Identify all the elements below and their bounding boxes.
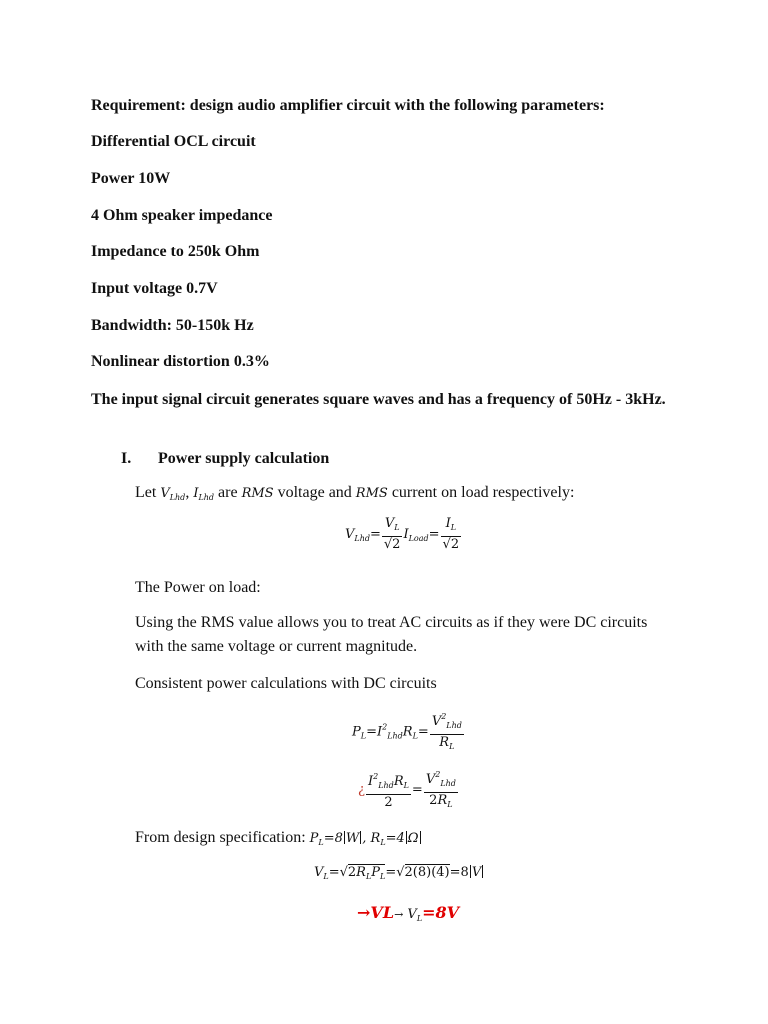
section-heading (121, 450, 329, 468)
requirement-item: Differential OCL circuit (91, 133, 256, 150)
requirement-item: 4 Ohm speaker impedance (91, 207, 273, 224)
section-number: I. (121, 450, 132, 467)
equation-rms-definitions: $V_{Lhd}=$ $\frac{V_L}{√2}$ $I_{Load}=$ $\frac{I_L}{√2}$ (345, 516, 460, 552)
equation-power-half: ¿ $\frac{I^2_{Lhd}R_L}{2}$ = $\frac{V^2_{Lhd}}{2R_L}$ (358, 767, 459, 813)
final-result: $\to VL\to V_L=8V$ (357, 903, 460, 923)
rms-explanation: Using the RMS value allows you to treat AC circuits as if they were DC circuits with the same voltage or current magnitude. (135, 614, 648, 655)
requirement-item: Input voltage 0.7V (91, 280, 218, 297)
requirement-title: Requirement: design audio amplifier circuit with the following parameters: (91, 97, 605, 114)
equation-marker: ¿ (358, 782, 365, 798)
requirement-item: Impedance to 250k Ohm (91, 243, 260, 260)
requirement-item: Bandwidth: 50-150k Hz (91, 317, 254, 334)
equation-vl: $V_L=√2R_LP_L=√2(8)(4)=8$ V (314, 865, 482, 881)
requirement-item: Nonlinear distortion 0.3% (91, 353, 270, 370)
section-title: Power supply calculation (158, 450, 330, 467)
requirement-item: The input signal circuit generates square waves and has a frequency of 50Hz - 3kHz. (91, 391, 666, 408)
let-paragraph: Let $V_{Lhd}$, $I_{Lhd}$ are RMS voltage and RMS current on load respectively: (135, 484, 575, 502)
math-spec: $P_L=8$ W , $R_L=4$ Ω (309, 831, 419, 847)
design-spec-line: From design specification: $P_L=8$ W , $R_L=4$ Ω (135, 826, 735, 855)
requirement-item: Power 10W (91, 170, 171, 187)
math-i-lhd: $I_{Lhd}$ (193, 486, 215, 502)
consistent-power-label: Consistent power calculations with DC circuits (135, 675, 437, 692)
math-v-lhd: $V_{Lhd}$ (160, 486, 186, 502)
power-on-load-label: The Power on load: (135, 579, 261, 596)
equation-power-load: $P_L=I^2_{Lhd}R_L=$ $\frac{V^2_{Lhd}}{R_L}$ (352, 709, 465, 755)
